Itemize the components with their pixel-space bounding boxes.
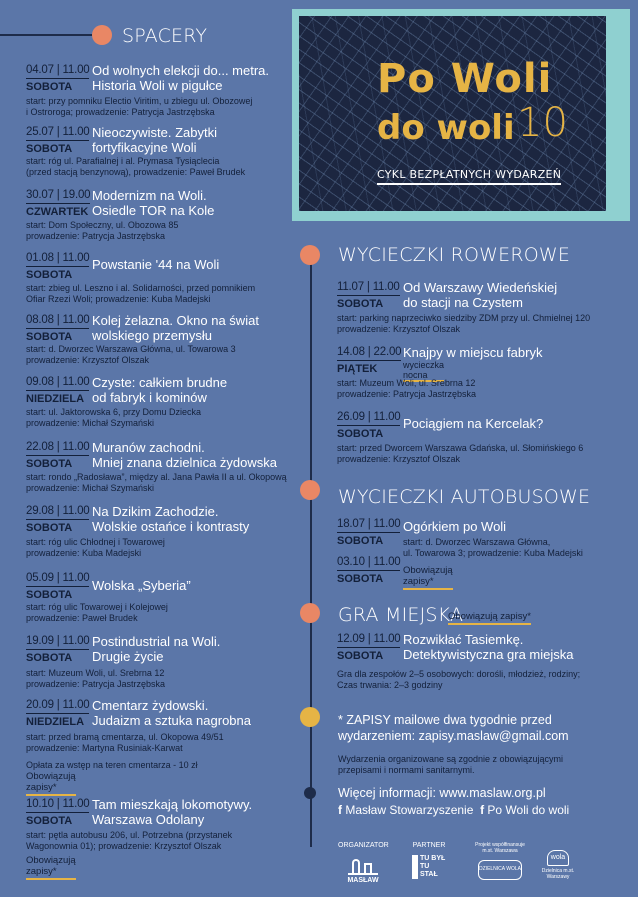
poster-logo-map — [292, 9, 630, 221]
event-day: SOBOTA — [337, 428, 384, 440]
event-date: 10.10 | 11.00 — [26, 797, 89, 813]
event-start: start: parking naprzeciwko siedziby ZDM przy ul. Chmielnej 120 — [337, 313, 591, 323]
event-start: start: zbieg ul. Leszno i al. Solidarności, przed pomnikiem — [26, 283, 256, 293]
event-start: start: przed bramą cmentarza, ul. Okopowa 49/51 — [26, 732, 224, 742]
event-date: 08.08 | 11.00 — [26, 313, 89, 329]
event-guide: i Ostroroga; prowadzenie: Patrycja Jastrzębska — [26, 107, 215, 117]
event-title: Muranów zachodni. — [92, 440, 205, 455]
event-title: Od Warszawy Wiedeńskiej — [403, 280, 558, 295]
event-title: Wolska „Syberia” — [92, 578, 191, 593]
event-title: Rozwikłać Tasiemkę. — [403, 632, 524, 647]
rowerowe-header: WYCIECZKI ROWEROWE — [338, 244, 571, 266]
autobusowe-header: WYCIECZKI AUTOBUSOWE — [338, 486, 591, 508]
info-dot — [304, 787, 316, 799]
event-guide: prowadzenie: Paweł Brudek — [26, 613, 138, 623]
event-title: Od wolnych elekcji do... metra. — [92, 63, 270, 78]
event-title-2: do stacji na Czystem — [403, 295, 523, 310]
event-start: start: Dom Społeczny, ul. Obozowa 85 — [26, 220, 179, 230]
event-title: Na Dzikim Zachodzie. — [92, 504, 219, 519]
registration-required-label: Obowiązują zapisy* — [26, 855, 76, 880]
event-title: Modernizm na Woli. — [92, 188, 207, 203]
logo-tagline: CYKL BEZPŁATNYCH WYDARZEŃ — [377, 168, 561, 185]
event-guide: Ofiar Rzezi Woli; prowadzenie: Kuba Madejski — [26, 294, 211, 304]
event-fee: Opłata za wstęp na teren cmentarza - 10 zł — [26, 760, 198, 770]
event-day: NIEDZIELA — [26, 393, 85, 405]
zapisy-note-line1: * ZAPISY mailowe dwa tygodnie przed — [338, 713, 552, 727]
event-title: Cmentarz żydowski. — [92, 698, 209, 713]
sanitary-note-line1: Wydarzenia organizowane są zgodnie z obowiązującymi — [338, 754, 564, 764]
facebook-link-powoli[interactable]: Po Woli do woli — [487, 803, 570, 817]
zapisy-note-email[interactable]: wydarzeniem: zapisy.maslaw@gmail.com — [338, 729, 569, 743]
event-guide: prowadzenie: Martyna Rusiniak-Karwat — [26, 743, 183, 753]
event-title: Kolej żelazna. Okno na świat — [92, 313, 259, 328]
zapisy-dot — [300, 707, 320, 727]
facebook-icon-2: f — [480, 803, 485, 817]
event-start: start: ul. Jaktorowska 6, przy Domu Dziecka — [26, 407, 202, 417]
event-start: start: Muzeum Woli, ul. Srebrna 12 — [337, 378, 476, 388]
organizer-label: ORGANIZATOR — [338, 842, 389, 849]
event-day: SOBOTA — [26, 331, 73, 343]
event-start: start: przy pomniku Electio Viritim, u zbiegu ul. Obozowej — [26, 96, 253, 106]
wola-logo-text: Dzielnica m.st. Warszawy — [541, 868, 575, 880]
event-start: start: Muzeum Woli, ul. Srebrna 12 — [26, 668, 165, 678]
facebook-icon: f — [338, 803, 342, 817]
event-day: NIEDZIELA — [26, 716, 85, 728]
partner-label: PARTNER — [412, 842, 446, 849]
event-start: start: róg ul. Parafialnej i al. Prymasa Tysiąclecia — [26, 156, 220, 166]
event-guide: prowadzenie: Patrycja Jastrzębska — [337, 389, 477, 399]
event-title-2: Historia Woli w pigułce — [92, 78, 223, 93]
event-title-2: wolskiego przemysłu — [92, 328, 212, 343]
registration-required-label: Obowiązują zapisy* — [26, 771, 76, 796]
partner-logo-text: TU BYŁ TU STAŁ — [412, 855, 446, 879]
maslaw-logo-text: MASŁAW — [347, 877, 379, 884]
event-day: SOBOTA — [337, 535, 384, 547]
event-date: 12.09 | 11.00 — [337, 632, 400, 648]
event-date: 25.07 | 11.00 — [26, 125, 89, 141]
event-title: Czyste: całkiem brudne — [92, 375, 228, 390]
event-title: Ogórkiem po Woli — [403, 519, 507, 534]
event-title-2: Detektywistyczna gra miejska — [403, 647, 574, 662]
gra-header: GRA MIEJSKA — [338, 604, 464, 626]
event-start: start: przed Dworcem Warszawa Gdańska, ul. Słomińskiego 6 — [337, 443, 584, 453]
event-day: SOBOTA — [26, 652, 73, 664]
spacery-header: SPACERY — [122, 25, 208, 47]
logo-title: Po Woli — [377, 56, 553, 102]
event-day: SOBOTA — [26, 143, 73, 155]
spacery-header-line — [0, 34, 92, 36]
event-day: SOBOTA — [26, 458, 73, 470]
map-background — [299, 16, 606, 211]
event-day: SOBOTA — [26, 522, 73, 534]
event-title-2: Drugie życie — [92, 649, 164, 664]
rowerowe-dot — [300, 245, 320, 265]
event-date: 19.09 | 11.00 — [26, 634, 89, 650]
event-date: 22.08 | 11.00 — [26, 440, 89, 456]
spacery-dot — [92, 25, 112, 45]
event-start: start: rondo „Radosława”, między al. Jana Pawła II a ul. Okopową — [26, 472, 287, 482]
event-title-2: Mniej znana dzielnica żydowska — [92, 455, 277, 470]
sponsor-block — [470, 842, 530, 880]
event-title: Postindustrial na Woli. — [92, 634, 221, 649]
event-day: SOBOTA — [26, 815, 73, 827]
event-start: start: pętla autobusu 206, ul. Potrzebna (przystanek — [26, 830, 233, 840]
registration-required-label: Obowiązują zapisy* — [403, 565, 453, 590]
event-day: PIĄTEK — [337, 363, 378, 375]
night-trip-tag: wycieczka nocna — [403, 360, 445, 380]
event-day: SOBOTA — [26, 589, 73, 601]
more-info-link[interactable]: Więcej informacji: www.maslaw.org.pl — [338, 786, 546, 800]
event-date: 29.08 | 11.00 — [26, 504, 89, 520]
event-guide: prowadzenie: Patrycja Jastrzębska — [26, 679, 166, 689]
event-day: SOBOTA — [337, 650, 384, 662]
event-title: Powstanie '44 na Woli — [92, 257, 220, 272]
event-guide: prowadzenie: Patrycja Jastrzębska — [26, 231, 166, 241]
event-date-2: 03.10 | 11.00 — [337, 555, 400, 571]
event-start: start: d. Dworzec Warszawa Główna, — [403, 537, 551, 547]
event-guide: Wagonownia 01); prowadzenie: Krzysztof Olszak — [26, 841, 222, 851]
event-title-2: od fabryk i kominów — [92, 390, 207, 405]
event-date: 26.09 | 11.00 — [337, 410, 400, 426]
event-guide: prowadzenie: Krzysztof Olszak — [337, 454, 461, 464]
event-title: Knajpy w miejscu fabryk — [403, 345, 543, 360]
sponsor-logo-text: DZIELNICA WOLA — [478, 860, 522, 880]
event-start: start: róg ulic Towarowej i Kolejowej — [26, 602, 168, 612]
event-title-2: fortyfikacyjne Woli — [92, 140, 197, 155]
sanitary-note-line2: przepisami i normami sanitarnymi. — [338, 765, 475, 775]
facebook-link-maslaw[interactable]: Masław Stowarzyszenie — [345, 803, 474, 817]
event-date: 04.07 | 11.00 — [26, 63, 89, 79]
event-guide: prowadzenie: Michał Szymański — [26, 418, 155, 428]
event-start: start: róg ulic Chłodnej i Towarowej — [26, 537, 165, 547]
event-title-2: Wolskie ostańce i kontrasty — [92, 519, 250, 534]
autobusowe-dot — [300, 480, 320, 500]
maslaw-logo-icon — [348, 855, 378, 875]
gra-dot — [300, 603, 320, 623]
logo-subtitle: do woli — [377, 108, 515, 148]
event-day: SOBOTA — [26, 269, 73, 281]
event-date: 05.09 | 11.00 — [26, 571, 89, 587]
event-date: 20.09 | 11.00 — [26, 698, 89, 714]
event-duration: Czas trwania: 2–3 godziny — [337, 680, 443, 690]
event-date: 30.07 | 19.00 — [26, 188, 90, 204]
event-title-2: Judaizm a sztuka nagrobna — [92, 713, 251, 728]
event-date: 14.08 | 22.00 — [337, 345, 401, 361]
event-players: Gra dla zespołów 2–5 osobowych: dorośli, młodzież, rodziny; — [337, 669, 581, 679]
sponsor-label: Projekt współfinansuje m.st. Warszawa — [475, 842, 525, 854]
event-day: CZWARTEK — [26, 206, 89, 218]
event-date: 11.07 | 11.00 — [337, 280, 400, 296]
event-day: SOBOTA — [26, 81, 73, 93]
event-title-2: Warszawa Odolany — [92, 812, 205, 827]
event-guide: ul. Towarowa 3; prowadzenie: Kuba Madejski — [403, 548, 583, 558]
event-start: start: d. Dworzec Warszawa Główna, ul. Towarowa 3 — [26, 344, 236, 354]
event-guide: prowadzenie: Krzysztof Olszak — [26, 355, 150, 365]
event-guide: (przed stacją benzynową), prowadzenie: Paweł Brudek — [26, 167, 246, 177]
event-guide: prowadzenie: Michał Szymański — [26, 483, 155, 493]
wola-logo-icon: wola — [547, 850, 569, 866]
event-title-2: Osiedle TOR na Kole — [92, 203, 215, 218]
event-title: Pociągiem na Kercelak? — [403, 416, 544, 431]
event-day: SOBOTA — [337, 298, 384, 310]
event-guide: prowadzenie: Kuba Madejski — [26, 548, 142, 558]
logo-edition-number: 10 — [517, 100, 568, 146]
event-title: Nieoczywiste. Zabytki — [92, 125, 217, 140]
gra-registration-label: Obowiązują zapisy* — [448, 611, 531, 625]
partner-block — [405, 842, 453, 879]
timeline-line — [310, 255, 312, 847]
wola-logo-block — [535, 850, 581, 880]
event-date: 01.08 | 11.00 — [26, 251, 89, 267]
event-guide: prowadzenie: Krzysztof Olszak — [337, 324, 461, 334]
event-title: Tam mieszkają lokomotywy. — [92, 797, 253, 812]
event-day-2: SOBOTA — [337, 573, 384, 585]
organizer-block — [338, 842, 388, 884]
event-date: 18.07 | 11.00 — [337, 517, 400, 533]
event-date: 09.08 | 11.00 — [26, 375, 89, 391]
